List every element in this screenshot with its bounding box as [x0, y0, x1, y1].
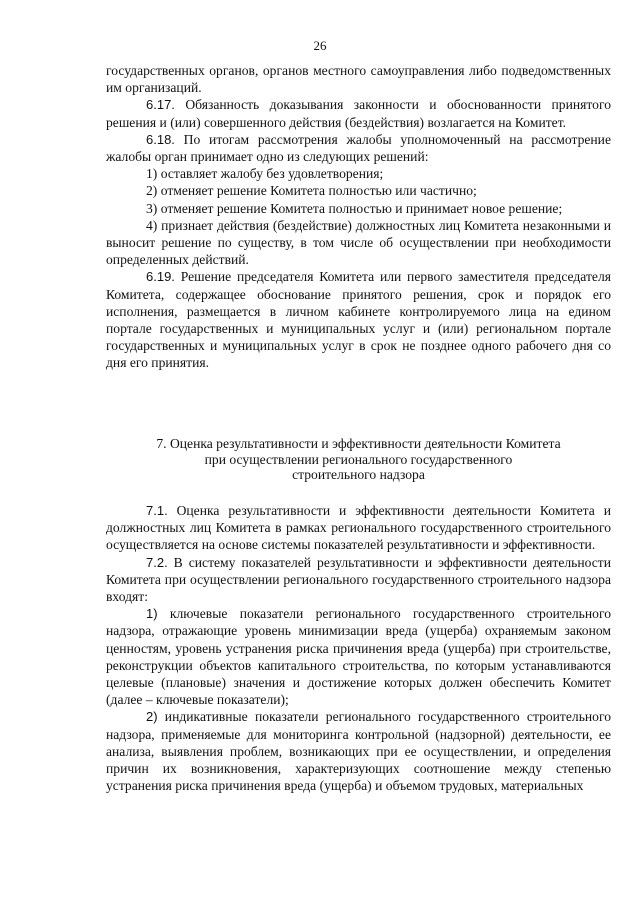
paragraph-continuation: государственных органов, органов местного самоуправления либо подведомственных им организаций. — [106, 63, 611, 96]
clause-number: 7.2. — [146, 554, 168, 570]
clause-number: 6.19. — [146, 269, 175, 285]
list-item-2 — [106, 708, 611, 794]
clause-number: 6.17. — [146, 97, 175, 113]
clause-number: 7.1. — [146, 503, 168, 518]
page-number: 26 — [313, 38, 327, 53]
item-number: 1) — [146, 606, 158, 622]
heading-line: при осуществлении регионального государственного — [204, 451, 513, 467]
paragraph-7-1 — [106, 502, 611, 554]
decision-item-2: 2) отменяет решение Комитета полностью или частично; — [146, 183, 477, 199]
decision-item-4: 4) признает действия (бездействие) должностных лиц Комитета незаконными и выносит решение по существу, в том числе об осуществлении при необходимости определенных действий. — [106, 217, 611, 268]
section-6-text — [106, 62, 611, 372]
item-text: ключевые показатели регионального государственного строительного надзора, отражающие уровень минимизации вреда (ущерба) охраняемым законом ценностям, уровень устранения риска причинения вреда (ущерба) при строительстве, реконструкции объектов капитального строительства, по которым устанавливаются целевые (плановые) значения и достижение которых должен обеспечить Комитет (далее – ключевые показатели); — [106, 606, 611, 708]
clause-text: Решение председателя Комитета или первого заместителя председателя Комитета, содержащее обоснование принятого решения, срок и порядок его исполнения, размещается в личном кабинете контролируемого лица на едином портале государственных и муниципальных услуг и (или) региональном портале государственных и муниципальных услуг в срок не позднее одного рабочего дня со дня его принятия. — [106, 269, 611, 371]
paragraph-6-18 — [106, 131, 611, 165]
heading-line: строительного надзора — [292, 467, 425, 482]
clause-number: 6.18. — [146, 131, 175, 147]
section-7-text — [106, 502, 611, 794]
item-text: индикативные показатели регионального государственного строительного надзора, применяемые для мониторинга контрольной (надзорной) деятельности, ее анализа, выявления проблем, возникающих при ее осуществлении, и определения причин их возникновения, характеризующих соотношение между степенью устранения риска причинения вреда (ущерба) и объемом трудовых, материальных — [106, 709, 611, 794]
paragraph-7-2 — [106, 554, 611, 606]
heading-line: 7. Оценка результативности и эффективности деятельности Комитета — [156, 436, 561, 451]
paragraph-6-19 — [106, 268, 611, 371]
section-7-heading — [106, 436, 611, 483]
paragraph-6-17 — [106, 96, 611, 130]
decision-item-1: 1) оставляет жалобу без удовлетворения; — [146, 166, 384, 182]
clause-text: В систему показателей результативности и эффективности деятельности Комитета при осуществлении регионального государственного строительного надзора входят: — [106, 554, 611, 605]
decision-item-3: 3) отменяет решение Комитета полностью и принимает новое решение; — [146, 200, 563, 216]
list-item-1 — [106, 605, 611, 708]
clause-text: Обязанность доказывания законности и обоснованности принятого решения и (или) совершенного действия (бездействия) возлагается на Комитет. — [106, 97, 611, 130]
clause-text: По итогам рассмотрения жалобы уполномоченный на рассмотрение жалобы орган принимает одно из следующих решений: — [106, 131, 611, 165]
item-number: 2) — [146, 709, 158, 725]
clause-text: Оценка результативности и эффективности деятельности Комитета и должностных лиц Комитета в рамках регионального государственного строительного осуществляется на основе системы показателей результативности и эффективности. — [106, 503, 611, 553]
